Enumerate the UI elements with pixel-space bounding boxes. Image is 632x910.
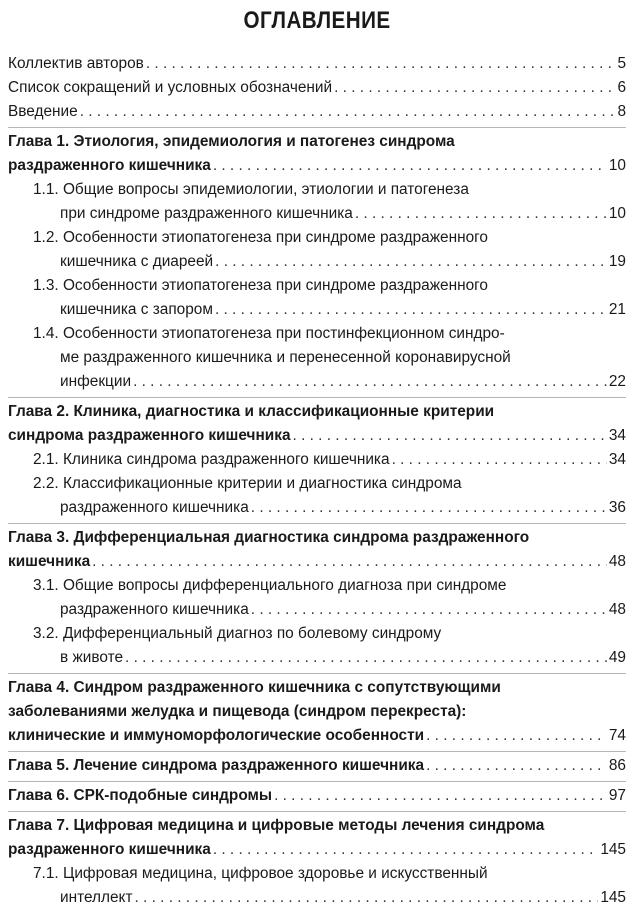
dot-leader: [133, 370, 607, 394]
toc-section[interactable]: [8, 472, 626, 520]
toc-entry-text: ме раздраженного кишечника и перенесенной коронавирусной: [60, 349, 511, 366]
toc-section[interactable]: [8, 178, 626, 226]
dot-leader: [146, 52, 616, 76]
toc-chapter[interactable]: [8, 397, 626, 448]
table-of-contents: [8, 52, 626, 910]
page-number: 48: [608, 553, 626, 570]
toc-section[interactable]: [8, 322, 626, 394]
page-number: 36: [608, 499, 626, 516]
toc-section[interactable]: [8, 448, 626, 472]
page-number: 74: [608, 727, 626, 744]
toc-page: [0, 6, 632, 910]
toc-entry-text: Глава 2. Клиника, диагностика и классификационные критерии: [8, 403, 495, 420]
dot-leader: [135, 886, 599, 910]
page-number: 22: [608, 373, 626, 390]
toc-entry-text: кишечника с запором: [60, 301, 213, 318]
page-number: 21: [608, 301, 626, 318]
toc-entry-text: Глава 7. Цифровая медицина и цифровые методы лечения синдрома: [8, 817, 545, 834]
dot-leader: [392, 448, 607, 472]
dot-leader: [355, 202, 607, 226]
toc-entry[interactable]: [8, 52, 626, 76]
toc-entry-text: раздраженного кишечника: [8, 841, 211, 858]
page-number: 8: [617, 103, 626, 120]
toc-chapter[interactable]: [8, 673, 626, 748]
toc-entry-text: 1.3. Особенности этиопатогенеза при синдроме раздраженного: [33, 277, 488, 294]
toc-entry-text: синдрома раздраженного кишечника: [8, 427, 291, 444]
page-number: 48: [608, 601, 626, 618]
page-number: 145: [600, 889, 626, 906]
dot-leader: [80, 100, 616, 124]
toc-entry-text: 2.1. Клиника синдрома раздраженного кишечника: [33, 451, 390, 468]
page-number: 145: [600, 841, 626, 858]
dot-leader: [274, 784, 607, 808]
dot-leader: [125, 646, 607, 670]
dot-leader: [92, 550, 607, 574]
toc-entry-text: в животе: [60, 649, 124, 666]
toc-entry[interactable]: [8, 100, 626, 124]
page-number: 34: [608, 427, 626, 444]
toc-entry-text: кишечника с диареей: [60, 253, 214, 270]
page-number: 86: [608, 757, 626, 774]
page-number: 10: [608, 205, 626, 222]
page-title: ОГЛАВЛЕНИЕ: [243, 7, 391, 34]
toc-section[interactable]: [8, 274, 626, 322]
page-number: 34: [608, 451, 626, 468]
dot-leader: [251, 598, 607, 622]
page-number: 97: [608, 787, 626, 804]
toc-entry-text: 1.1. Общие вопросы эпидемиологии, этиологии и патогенеза: [33, 181, 469, 198]
toc-chapter[interactable]: [8, 781, 626, 808]
toc-chapter[interactable]: [8, 523, 626, 574]
toc-entry-text: инфекции: [60, 373, 132, 390]
page-number: 5: [617, 55, 626, 72]
page-number: 49: [608, 649, 626, 666]
toc-entry-text: Коллектив авторов: [8, 55, 144, 72]
dot-leader: [213, 154, 607, 178]
toc-entry-text: 2.2. Классификационные критерии и диагностика синдрома: [33, 475, 462, 492]
toc-entry-text: Глава 5. Лечение синдрома раздраженного кишечника: [8, 757, 425, 774]
toc-entry-text: Глава 1. Этиология, эпидемиология и патогенез синдрома: [8, 133, 455, 150]
toc-entry-text: Глава 3. Дифференциальная диагностика синдрома раздраженного: [8, 529, 530, 546]
toc-entry-text: Список сокращений и условных обозначений: [8, 79, 333, 96]
toc-entry-text: 1.2. Особенности этиопатогенеза при синдроме раздраженного: [33, 229, 488, 246]
toc-entry-text: заболеваниями желудка и пищевода (синдром перекреста):: [8, 703, 467, 720]
toc-section[interactable]: [8, 862, 626, 910]
dot-leader: [426, 754, 607, 778]
dot-leader: [426, 724, 607, 748]
toc-entry-text: 1.4. Особенности этиопатогенеза при постинфекционном синдро-: [33, 325, 505, 342]
dot-leader: [334, 76, 615, 100]
dot-leader: [293, 424, 607, 448]
toc-chapter[interactable]: [8, 127, 626, 178]
dot-leader: [215, 298, 607, 322]
toc-entry-text: 3.1. Общие вопросы дифференциального диагноза при синдроме: [33, 577, 507, 594]
toc-entry-text: раздраженного кишечника: [8, 157, 211, 174]
toc-section[interactable]: [8, 574, 626, 622]
page-number: 19: [608, 253, 626, 270]
page-number: 6: [617, 79, 626, 96]
toc-entry-text: 3.2. Дифференциальный диагноз по болевому синдрому: [33, 625, 442, 642]
toc-entry-text: раздраженного кишечника: [60, 601, 249, 618]
toc-entry-text: кишечника: [8, 553, 91, 570]
toc-entry-text: при синдроме раздраженного кишечника: [60, 205, 353, 222]
dot-leader: [213, 838, 599, 862]
page-number: 10: [608, 157, 626, 174]
toc-entry-text: Глава 6. СРК-подобные синдромы: [8, 787, 273, 804]
toc-entry-text: 7.1. Цифровая медицина, цифровое здоровье и искусственный: [33, 865, 488, 882]
toc-entry-text: интеллект: [60, 889, 133, 906]
toc-entry-text: раздраженного кишечника: [60, 499, 249, 516]
toc-chapter[interactable]: [8, 751, 626, 778]
dot-leader: [251, 496, 607, 520]
toc-chapter[interactable]: [8, 811, 626, 862]
dot-leader: [215, 250, 607, 274]
toc-section[interactable]: [8, 226, 626, 274]
toc-entry-text: клинические и иммуноморфологические особенности: [8, 727, 425, 744]
toc-section[interactable]: [8, 622, 626, 670]
toc-entry-text: Введение: [8, 103, 78, 120]
toc-entry-text: Глава 4. Синдром раздраженного кишечника с сопутствующими: [8, 679, 501, 696]
toc-entry[interactable]: [8, 76, 626, 100]
